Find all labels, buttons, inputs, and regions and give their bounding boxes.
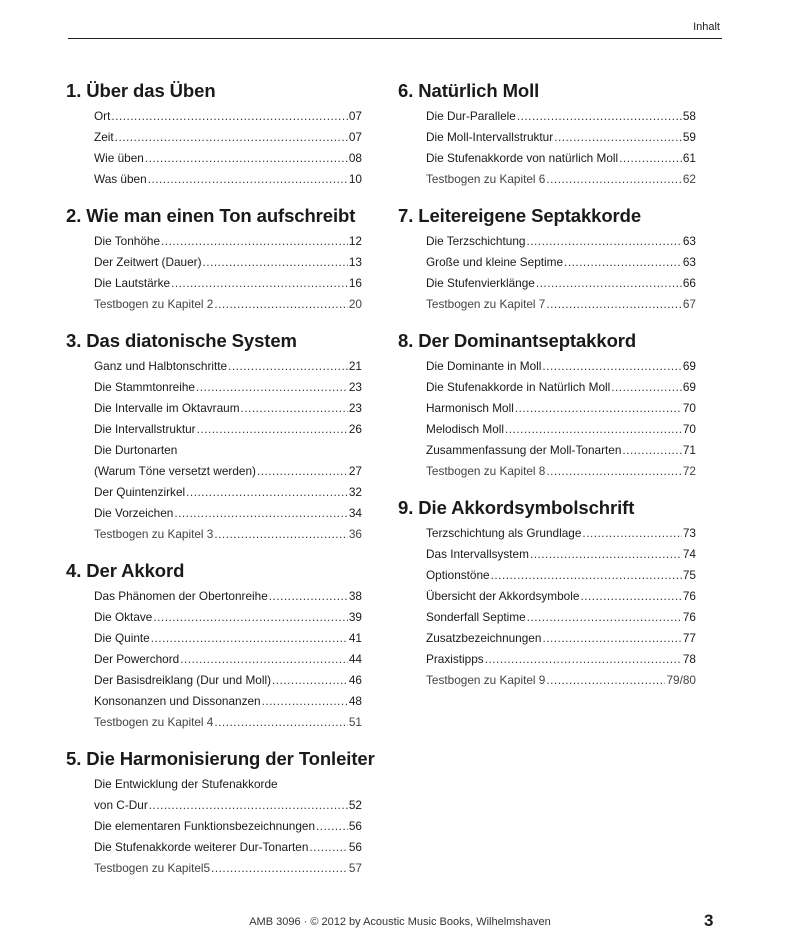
entry-title: Testbogen zu Kapitel 4 — [94, 715, 214, 729]
entry-title: Die Stufenakkorde von natürlich Moll — [426, 151, 619, 165]
entry-page-number: 39 — [348, 610, 362, 624]
entry-title: Die Stufenakkorde weiterer Dur-Tonarten — [94, 840, 309, 854]
dot-leader — [241, 398, 348, 419]
entry-title: Testbogen zu Kapitel5 — [94, 861, 211, 875]
toc-left-column — [66, 79, 375, 893]
entry-title: Das Intervallsystem — [426, 547, 529, 561]
entry-page-number: 23 — [348, 401, 362, 415]
dot-leader — [582, 523, 681, 544]
toc-entry[interactable] — [426, 148, 696, 169]
toc-entry[interactable] — [94, 691, 362, 712]
dot-leader — [515, 398, 682, 419]
entry-page-number: 74 — [682, 547, 696, 561]
entry-page-number: 20 — [348, 297, 362, 311]
entry-title: Testbogen zu Kapitel 9 — [426, 673, 546, 687]
chapter-title: 9. Die Akkordsymbolschrift — [398, 497, 635, 518]
toc-test-entry[interactable] — [94, 294, 362, 315]
dot-leader — [530, 544, 682, 565]
toc-entry[interactable] — [94, 461, 362, 482]
entry-title: Das Phänomen der Obertonreihe — [94, 589, 268, 603]
entry-title: Die Dominante in Moll — [426, 359, 542, 373]
dot-leader — [257, 461, 348, 482]
entry-title: Der Zeitwert (Dauer) — [94, 255, 202, 269]
dot-leader — [180, 649, 348, 670]
entry-title: Zusatzbezeichnungen — [426, 631, 542, 645]
entry-page-number: 76 — [682, 610, 696, 624]
toc-entry[interactable] — [426, 607, 696, 628]
entry-title: Praxistipps — [426, 652, 484, 666]
entry-page-number: 07 — [348, 130, 362, 144]
toc-entry[interactable] — [426, 377, 696, 398]
toc-entry[interactable] — [426, 565, 696, 586]
entry-page-number: 10 — [348, 172, 362, 186]
toc-test-entry[interactable] — [426, 670, 696, 691]
dot-leader — [151, 628, 348, 649]
entry-title: Die Moll-Intervallstruktur — [426, 130, 554, 144]
entry-page-number: 44 — [348, 652, 362, 666]
entry-page-number: 78 — [682, 652, 696, 666]
entry-page-number: 72 — [682, 464, 696, 478]
toc-entry[interactable] — [426, 106, 696, 127]
entry-title: (Warum Töne versetzt werden) — [94, 464, 256, 478]
entry-page-number: 79/80 — [666, 673, 696, 687]
entry-title: Die elementaren Funktionsbezeichnungen — [94, 819, 316, 833]
toc-entry[interactable] — [426, 628, 696, 649]
entry-page-number: 59 — [682, 130, 696, 144]
entry-page-number: 57 — [348, 861, 362, 875]
entry-title: Die Lautstärke — [94, 276, 171, 290]
dot-leader — [203, 252, 348, 273]
entry-page-number: 63 — [682, 234, 696, 248]
toc-entry[interactable] — [426, 231, 696, 252]
toc-entry[interactable] — [94, 252, 362, 273]
toc-entry[interactable] — [94, 356, 362, 377]
entry-page-number: 76 — [682, 589, 696, 603]
chapter-section — [66, 559, 362, 733]
chapter-section — [398, 329, 696, 482]
toc-entry[interactable] — [94, 837, 362, 858]
toc-entry[interactable] — [94, 440, 362, 461]
entry-title: Die Intervalle im Oktavraum — [94, 401, 240, 415]
entry-page-number: 71 — [682, 443, 696, 457]
entry-title: Die Intervallstruktur — [94, 422, 196, 436]
entry-title: Testbogen zu Kapitel 8 — [426, 464, 546, 478]
chapter-section — [66, 747, 375, 879]
dot-leader — [174, 503, 348, 524]
entry-page-number: 26 — [348, 422, 362, 436]
dot-leader — [611, 377, 682, 398]
entry-page-number: 52 — [348, 798, 362, 812]
entry-page-number: 32 — [348, 485, 362, 499]
entry-page-number: 36 — [348, 527, 362, 541]
toc-entry[interactable] — [426, 356, 696, 377]
toc-entry[interactable] — [426, 523, 696, 544]
entry-title: Melodisch Moll — [426, 422, 505, 436]
dot-leader — [527, 607, 682, 628]
dot-leader — [619, 148, 682, 169]
toc-entry[interactable] — [94, 628, 362, 649]
dot-leader — [546, 294, 682, 315]
toc-test-entry[interactable] — [94, 858, 362, 879]
toc-entry[interactable] — [94, 607, 362, 628]
dot-leader — [228, 356, 348, 377]
dot-leader — [272, 670, 348, 691]
chapter-section — [398, 79, 696, 190]
entry-page-number: 38 — [348, 589, 362, 603]
toc-test-entry[interactable] — [94, 712, 362, 733]
entry-page-number: 67 — [682, 297, 696, 311]
dot-leader — [196, 377, 348, 398]
entry-title: Die Quinte — [94, 631, 150, 645]
dot-leader — [517, 106, 682, 127]
entry-page-number: 34 — [348, 506, 362, 520]
entry-page-number: 73 — [682, 526, 696, 540]
toc-entry[interactable] — [426, 649, 696, 670]
dot-leader — [111, 106, 347, 127]
chapter-section — [66, 329, 362, 545]
entry-page-number: 70 — [682, 422, 696, 436]
entry-page-number: 27 — [348, 464, 362, 478]
chapter-title: 5. Die Harmonisierung der Tonleiter — [66, 748, 375, 769]
entry-page-number: 75 — [682, 568, 696, 582]
toc-entry[interactable] — [426, 586, 696, 607]
toc-entry[interactable] — [94, 419, 362, 440]
entry-page-number: 48 — [348, 694, 362, 708]
entry-page-number: 16 — [348, 276, 362, 290]
chapter-title: 8. Der Dominantseptakkord — [398, 330, 637, 351]
entry-page-number: 58 — [682, 109, 696, 123]
chapter-title: 1. Über das Üben — [66, 80, 216, 101]
toc-entry[interactable] — [94, 127, 362, 148]
dot-leader — [115, 127, 348, 148]
toc-entry[interactable] — [94, 774, 362, 795]
entry-page-number: 63 — [682, 255, 696, 269]
page-number: 3 — [704, 911, 714, 930]
entry-title: Zusammenfassung der Moll-Tonarten — [426, 443, 622, 457]
entry-page-number: 56 — [348, 819, 362, 833]
entry-title: Die Dur-Parallele — [426, 109, 516, 123]
dot-leader — [536, 273, 682, 294]
chapter-title: 6. Natürlich Moll — [398, 80, 540, 101]
entry-title: Die Terzschichtung — [426, 234, 526, 248]
entry-title: von C-Dur — [94, 798, 148, 812]
dot-leader — [546, 169, 682, 190]
toc-entry[interactable] — [94, 586, 362, 607]
entry-title: Ganz und Halbtonschritte — [94, 359, 228, 373]
dot-leader — [149, 795, 348, 816]
dot-leader — [580, 586, 681, 607]
entry-page-number: 70 — [682, 401, 696, 415]
dot-leader — [145, 148, 348, 169]
entry-title: Die Stufenakkorde in Natürlich Moll — [426, 380, 611, 394]
entry-page-number: 13 — [348, 255, 362, 269]
entry-page-number: 21 — [348, 359, 362, 373]
toc-entry[interactable] — [94, 106, 362, 127]
entry-title: Die Oktave — [94, 610, 153, 624]
toc-test-entry[interactable] — [94, 524, 362, 545]
dot-leader — [564, 252, 682, 273]
dot-leader — [546, 670, 665, 691]
toc-entry[interactable] — [94, 795, 362, 816]
toc-entry[interactable] — [94, 649, 362, 670]
toc-test-entry[interactable] — [426, 169, 696, 190]
dot-leader — [309, 837, 347, 858]
chapter-section — [66, 204, 362, 315]
entry-title: Die Durtonarten — [94, 443, 178, 457]
entry-page-number: 77 — [682, 631, 696, 645]
dot-leader — [148, 169, 348, 190]
entry-page-number: 69 — [682, 380, 696, 394]
dot-leader — [214, 524, 348, 545]
dot-leader — [186, 482, 348, 503]
toc-entry[interactable] — [426, 398, 696, 419]
entry-page-number: 07 — [348, 109, 362, 123]
chapter-title: 2. Wie man einen Ton aufschreibt — [66, 205, 356, 226]
entry-title: Der Powerchord — [94, 652, 180, 666]
toc-entry[interactable] — [426, 544, 696, 565]
entry-title: Die Stufenvierklänge — [426, 276, 535, 290]
dot-leader — [171, 273, 348, 294]
dot-leader — [269, 586, 348, 607]
entry-page-number: 12 — [348, 234, 362, 248]
chapter-section — [398, 204, 696, 315]
entry-page-number: 41 — [348, 631, 362, 645]
dot-leader — [197, 419, 348, 440]
toc-entry[interactable] — [94, 816, 362, 837]
toc-test-entry[interactable] — [426, 461, 696, 482]
entry-title: Testbogen zu Kapitel 6 — [426, 172, 546, 186]
chapter-title: 4. Der Akkord — [66, 560, 185, 581]
entry-title: Die Vorzeichen — [94, 506, 174, 520]
toc-entry[interactable] — [94, 670, 362, 691]
entry-page-number: 62 — [682, 172, 696, 186]
dot-leader — [546, 461, 682, 482]
toc-entry[interactable] — [426, 252, 696, 273]
footer-imprint: AMB 3096 · © 2012 by Acoustic Music Books, Wilhelmshaven — [249, 916, 551, 928]
entry-title: Ort — [94, 109, 111, 123]
entry-page-number: 69 — [682, 359, 696, 373]
toc-entry[interactable] — [94, 398, 362, 419]
dot-leader — [316, 816, 348, 837]
dot-leader — [542, 356, 681, 377]
entry-title: Optionstöne — [426, 568, 490, 582]
entry-title: Terzschichtung als Grundlage — [426, 526, 582, 540]
dot-leader — [262, 691, 348, 712]
entry-page-number: 08 — [348, 151, 362, 165]
entry-page-number: 23 — [348, 380, 362, 394]
entry-title: Harmonisch Moll — [426, 401, 514, 415]
entry-title: Sonderfall Septime — [426, 610, 526, 624]
dot-leader — [554, 127, 682, 148]
toc-entry[interactable] — [426, 440, 696, 461]
entry-title: Was üben — [94, 172, 147, 186]
dot-leader — [542, 628, 681, 649]
header-rule — [68, 38, 722, 39]
entry-title: Die Entwicklung der Stufenakkorde — [94, 777, 278, 791]
entry-title: Testbogen zu Kapitel 3 — [94, 527, 214, 541]
chapter-section — [398, 496, 696, 691]
toc-entry[interactable] — [94, 503, 362, 524]
toc-entry[interactable] — [94, 169, 362, 190]
dot-leader — [505, 419, 682, 440]
toc-entry[interactable] — [426, 419, 696, 440]
entry-page-number: 46 — [348, 673, 362, 687]
entry-title: Zeit — [94, 130, 114, 144]
toc-entry[interactable] — [426, 273, 696, 294]
toc-entry[interactable] — [426, 127, 696, 148]
entry-title: Testbogen zu Kapitel 2 — [94, 297, 214, 311]
toc-right-column — [398, 79, 696, 705]
entry-title: Wie üben — [94, 151, 144, 165]
toc-entry[interactable] — [94, 377, 362, 398]
toc-entry[interactable] — [94, 482, 362, 503]
dot-leader — [161, 231, 348, 252]
chapter-title: 3. Das diatonische System — [66, 330, 297, 351]
entry-title: Testbogen zu Kapitel 7 — [426, 297, 546, 311]
dot-leader — [211, 858, 348, 879]
entry-page-number: 51 — [348, 715, 362, 729]
entry-title: Der Basisdreiklang (Dur und Moll) — [94, 673, 272, 687]
entry-title: Die Tonhöhe — [94, 234, 161, 248]
entry-page-number: 66 — [682, 276, 696, 290]
dot-leader — [153, 607, 348, 628]
dot-leader — [622, 440, 681, 461]
entry-title: Konsonanzen und Dissonanzen — [94, 694, 261, 708]
chapter-section — [66, 79, 362, 190]
entry-page-number: 56 — [348, 840, 362, 854]
chapter-title: 7. Leitereigene Septakkorde — [398, 205, 642, 226]
dot-leader — [485, 649, 682, 670]
toc-test-entry[interactable] — [426, 294, 696, 315]
toc-entry[interactable] — [94, 148, 362, 169]
entry-title: Übersicht der Akkordsymbole — [426, 589, 580, 603]
entry-page-number: 61 — [682, 151, 696, 165]
entry-title: Der Quintenzirkel — [94, 485, 186, 499]
dot-leader — [214, 712, 348, 733]
entry-title: Große und kleine Septime — [426, 255, 564, 269]
dot-leader — [214, 294, 348, 315]
toc-entry[interactable] — [94, 231, 362, 252]
dot-leader — [491, 565, 682, 586]
entry-title: Die Stammtonreihe — [94, 380, 195, 394]
toc-entry[interactable] — [94, 273, 362, 294]
section-label: Inhalt — [693, 21, 720, 33]
dot-leader — [526, 231, 681, 252]
